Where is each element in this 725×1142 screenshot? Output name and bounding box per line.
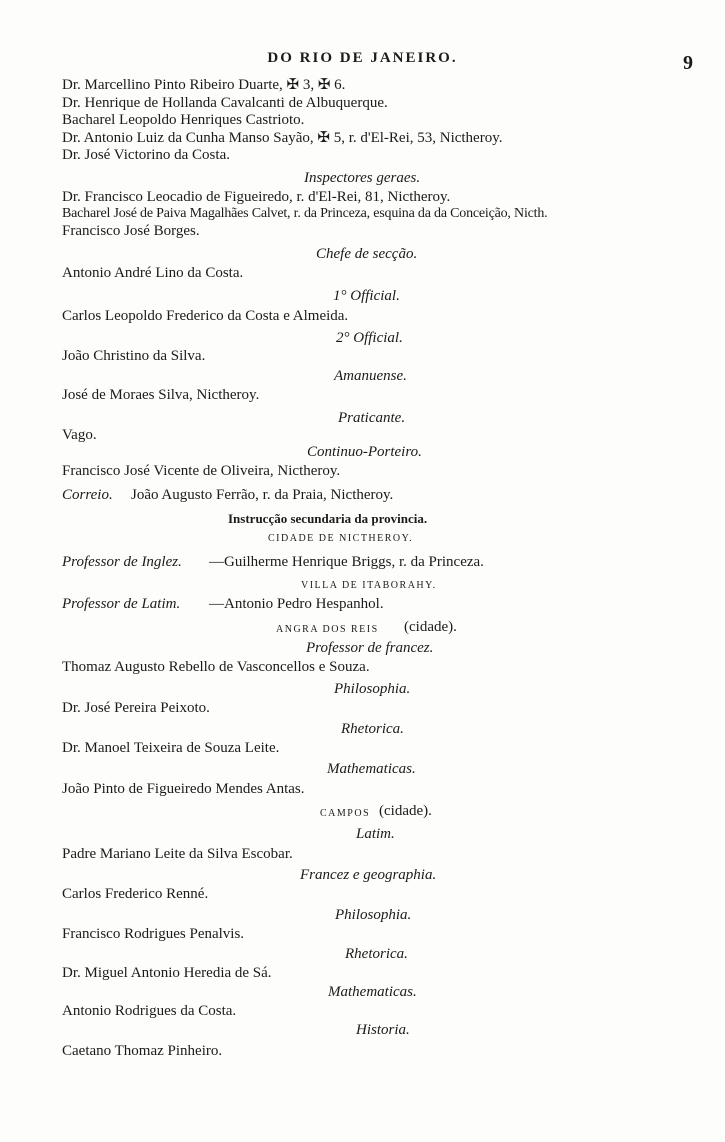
text-line: Dr. Henrique de Hollanda Cavalcanti de Albuquerque. (62, 95, 388, 111)
text-line: Francisco José Borges. (62, 223, 200, 239)
text-line: Dr. Francisco Leocadio de Figueiredo, r. d'El-Rei, 81, Nictheroy. (62, 189, 451, 205)
section-heading: Rhetorica. (345, 946, 408, 962)
text-line: —Antonio Pedro Hespanhol. (209, 596, 384, 612)
city-heading-suffix: (cidade). (379, 803, 432, 819)
text-line: Caetano Thomaz Pinheiro. (62, 1043, 223, 1059)
inline-role-label: Correio. (62, 487, 113, 503)
section-heading: Mathematicas. (327, 761, 416, 777)
section-heading: Rhetorica. (341, 721, 404, 737)
section-heading: Praticante. (338, 410, 406, 426)
text-line: Antonio Rodrigues da Costa. (62, 1003, 237, 1019)
section-heading: 2° Official. (336, 330, 403, 346)
section-heading: Philosophia. (334, 681, 411, 697)
text-line: Carlos Frederico Renné. (62, 886, 209, 902)
section-heading: Philosophia. (335, 907, 412, 923)
page-number: 9 (683, 52, 693, 74)
text-line: Dr. Manoel Teixeira de Souza Leite. (62, 740, 280, 756)
text-line: Thomaz Augusto Rebello de Vasconcellos e Souza. (62, 659, 370, 675)
text-line: José de Moraes Silva, Nictheroy. (62, 387, 260, 403)
section-title: Instrucção secundaria da provincia. (228, 511, 428, 526)
section-heading: Chefe de secção. (316, 246, 418, 262)
section-heading: Amanuense. (334, 368, 407, 384)
text-line: Dr. Marcellino Pinto Ribeiro Duarte, ✠ 3, ✠ 6. (62, 77, 346, 93)
text-line: Carlos Leopoldo Frederico da Costa e Almeida. (62, 308, 349, 324)
city-heading: ANGRA DOS REIS (276, 624, 379, 635)
section-heading: Professor de francez. (306, 640, 434, 656)
text-line: Dr. José Pereira Peixoto. (62, 700, 210, 716)
text-line: Padre Mariano Leite da Silva Escobar. (62, 846, 293, 862)
city-heading-suffix: (cidade). (404, 619, 457, 635)
section-heading: Francez e geographia. (300, 867, 437, 883)
text-line: Dr. Miguel Antonio Heredia de Sá. (62, 965, 272, 981)
text-line: Bacharel Leopoldo Henriques Castrioto. (62, 112, 305, 128)
section-heading: Mathematicas. (328, 984, 417, 1000)
city-heading: CAMPOS (320, 808, 371, 819)
section-heading: Historia. (356, 1022, 410, 1038)
section-heading: Inspectores geraes. (304, 170, 421, 186)
text-line: —Guilherme Henrique Briggs, r. da Princeza. (209, 554, 484, 570)
text-line: João Pinto de Figueiredo Mendes Antas. (62, 781, 305, 797)
inline-role-label: Professor de Latim. (62, 596, 181, 612)
section-heading: Continuo-Porteiro. (307, 444, 422, 460)
text-line: João Christino da Silva. (62, 348, 206, 364)
text-line: Francisco José Vicente de Oliveira, Nictheroy. (62, 463, 341, 479)
text-line: Antonio André Lino da Costa. (62, 265, 244, 281)
text-line: João Augusto Ferrão, r. da Praia, Nictheroy. (131, 487, 394, 503)
text-line: Francisco Rodrigues Penalvis. (62, 926, 245, 942)
section-heading: Latim. (356, 826, 395, 842)
city-heading: VILLA DE ITABORAHY. (301, 580, 437, 591)
text-line: Vago. (62, 427, 97, 443)
text-line: Dr. Antonio Luiz da Cunha Manso Sayão, ✠ 5, r. d'El-Rei, 53, Nictheroy. (62, 130, 503, 146)
inline-role-label: Professor de Inglez. (62, 554, 182, 570)
page-header: DO RIO DE JANEIRO. (267, 50, 458, 66)
text-line: Bacharel José de Paiva Magalhães Calvet, r. da Princeza, esquina da da Conceição, Nicth. (62, 206, 548, 221)
section-heading: 1° Official. (333, 288, 400, 304)
city-heading: CIDADE DE NICTHEROY. (268, 533, 414, 544)
text-line: Dr. José Victorino da Costa. (62, 147, 230, 163)
